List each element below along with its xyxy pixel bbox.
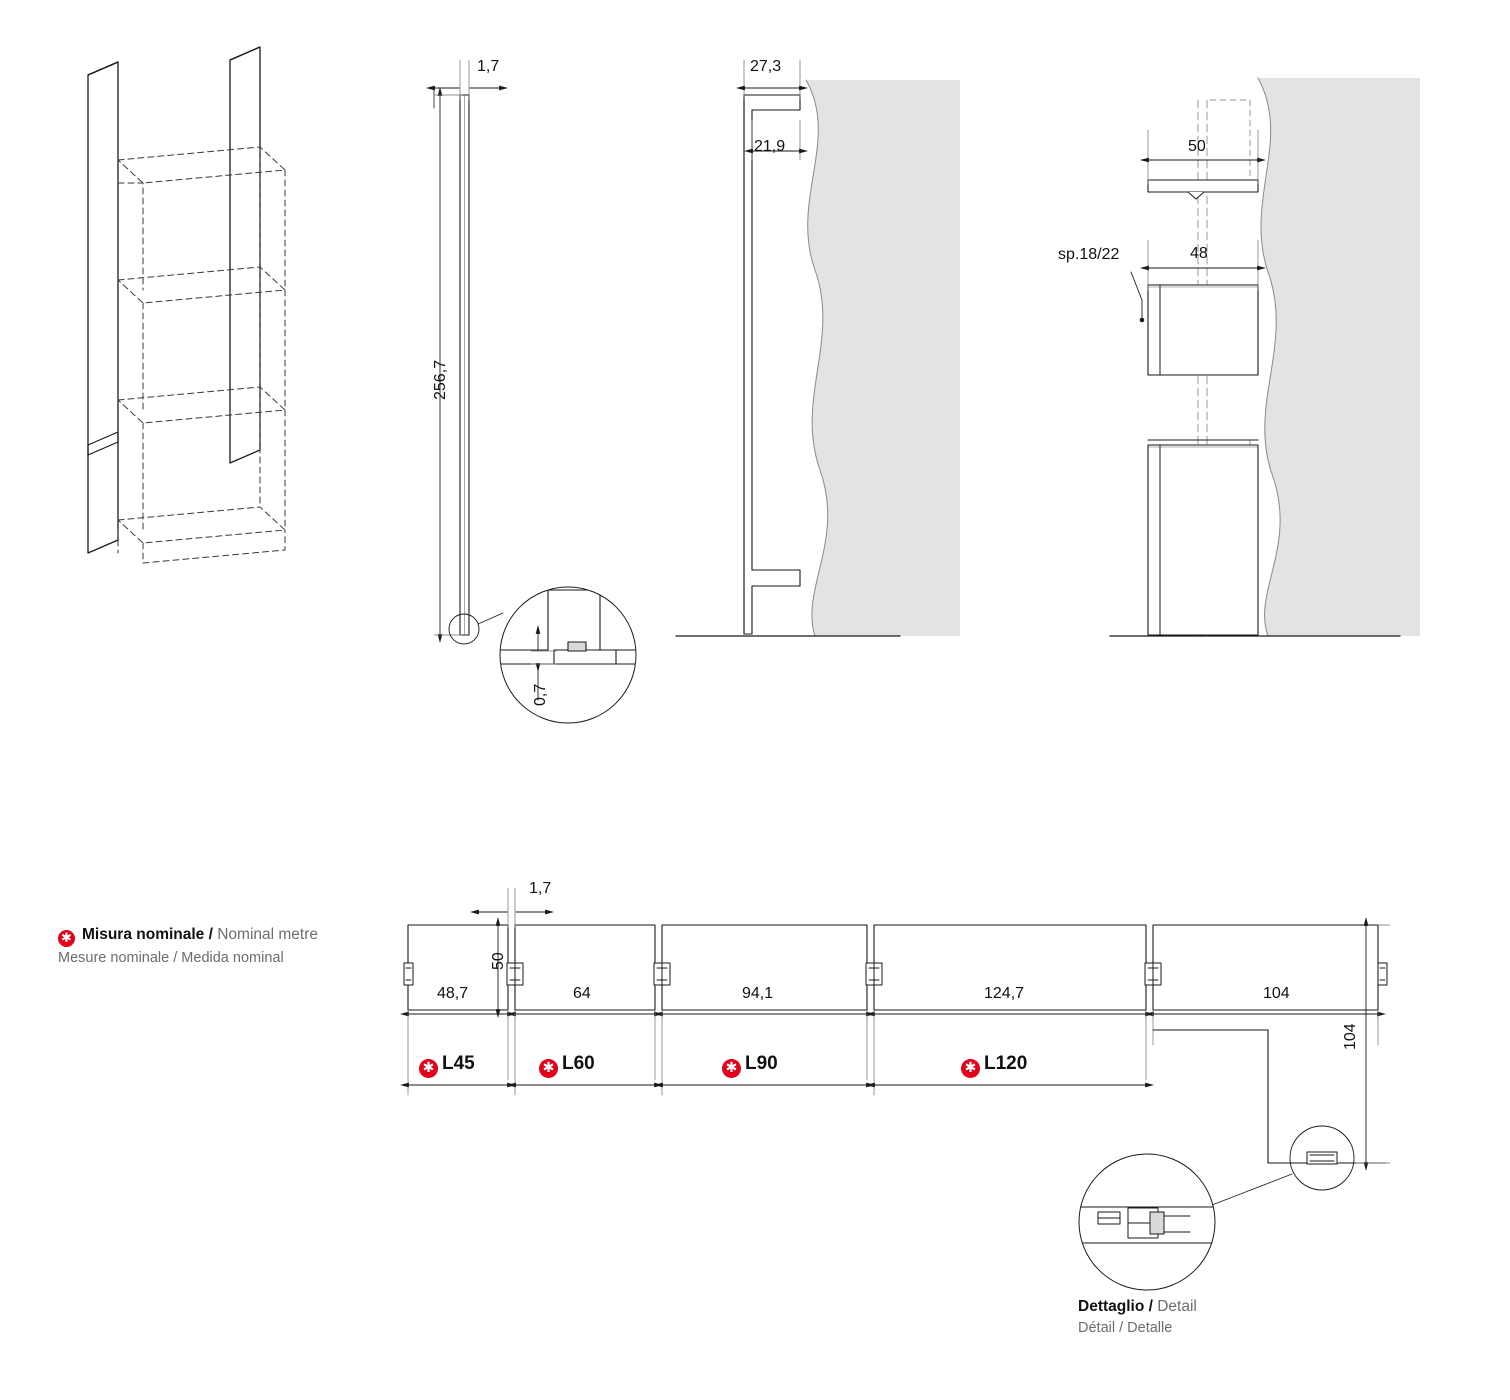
nominal-asterisk-icon: ✱	[58, 930, 75, 947]
legend-line2: Mesure nominale / Medida nominal	[58, 950, 284, 966]
dim-label-50-plan: 50	[490, 952, 507, 970]
view-perspective	[88, 47, 285, 563]
dim-label-module-width-4: 124,7	[984, 985, 1025, 1002]
dim-label-256-7: 256,7	[432, 359, 449, 400]
dim-label-27-3: 27,3	[750, 58, 782, 75]
view-front-elevation	[434, 60, 640, 723]
dim-label-48-panel: 48	[1190, 245, 1208, 262]
view-side-section	[676, 60, 960, 636]
plan-connector	[1145, 963, 1161, 985]
plan-connector	[507, 963, 523, 985]
legend-nominal-measure	[58, 925, 388, 968]
view-side-elevation-cabinets	[1110, 78, 1420, 636]
legend-line1-light: Nominal metre	[212, 926, 319, 943]
label-sp-18-22: sp.18/22	[1058, 246, 1120, 263]
dim-label-0-7: 0,7	[532, 683, 549, 706]
plan-connector	[404, 963, 413, 985]
dim-label-module-width-5: 104	[1263, 985, 1290, 1002]
dim-label-50-shelf: 50	[1188, 138, 1206, 155]
view-plan	[404, 888, 1390, 1290]
module-code-l60: ✱ L60	[539, 1053, 595, 1078]
nominal-asterisk-icon: ✱	[722, 1059, 741, 1078]
module-code-l90: ✱ L90	[722, 1053, 778, 1078]
detail-caption-light: Detail	[1152, 1298, 1197, 1315]
dim-label-module-width-1: 48,7	[437, 985, 469, 1002]
detail-caption-line2: Détail / Detalle	[1078, 1320, 1173, 1337]
dim-label-21-9: 21,9	[754, 138, 786, 155]
nominal-asterisk-icon: ✱	[539, 1059, 558, 1078]
plan-connector	[866, 963, 882, 985]
nominal-asterisk-icon: ✱	[961, 1059, 980, 1078]
module-code-l45: ✱ L45	[419, 1053, 475, 1078]
dim-label-1-7-plan: 1,7	[529, 880, 552, 897]
detail-caption-bold: Dettaglio /	[1078, 1298, 1153, 1315]
plan-connector	[654, 963, 670, 985]
dim-label-module-width-3: 94,1	[742, 985, 774, 1002]
dim-label-1-7-front: 1,7	[477, 58, 500, 75]
plan-connector	[1378, 963, 1387, 985]
legend-line1-bold: Misura nominale /	[82, 926, 213, 943]
dim-label-104-depth: 104	[1342, 1023, 1359, 1050]
nominal-asterisk-icon: ✱	[419, 1059, 438, 1078]
dim-label-module-width-2: 64	[573, 985, 591, 1002]
detail-caption	[1078, 1297, 1197, 1338]
module-code-l120: ✱ L120	[961, 1053, 1027, 1078]
